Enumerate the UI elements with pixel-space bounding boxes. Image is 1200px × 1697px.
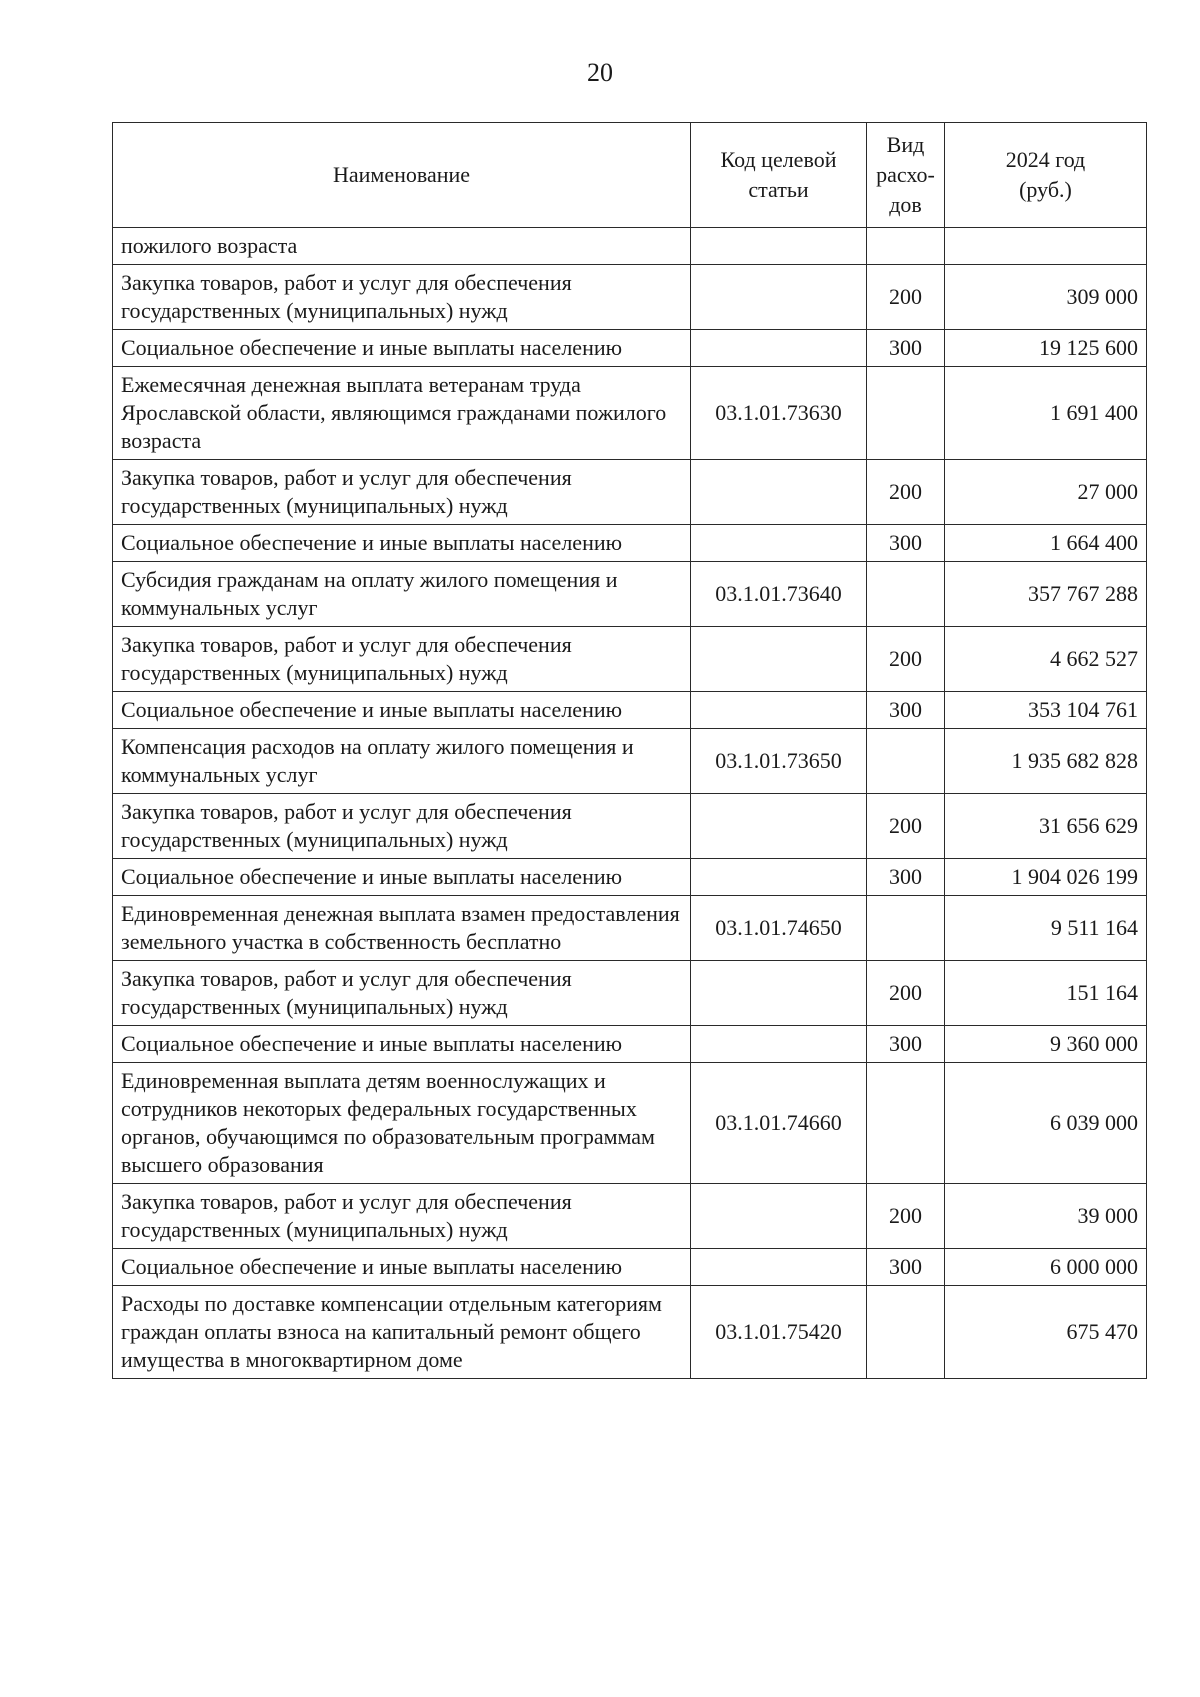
row-name-cell: Закупка товаров, работ и услуг для обеспечения государственных (муниципальных) нужд xyxy=(113,1184,691,1249)
row-kind-cell: 200 xyxy=(867,460,945,525)
row-name-cell: Закупка товаров, работ и услуг для обеспечения государственных (муниципальных) нужд xyxy=(113,961,691,1026)
row-kind-cell xyxy=(867,367,945,460)
row-amount-cell: 353 104 761 xyxy=(945,692,1147,729)
row-kind-cell: 200 xyxy=(867,961,945,1026)
table-header-row xyxy=(113,123,1147,228)
row-kind-cell xyxy=(867,562,945,627)
row-amount-cell: 27 000 xyxy=(945,460,1147,525)
row-code-cell xyxy=(691,627,867,692)
row-name-cell: Единовременная выплата детям военнослужащих и сотрудников некоторых федеральных государственных органов, обучающимся по образовательным программам высшего образования xyxy=(113,1063,691,1184)
row-name-cell: Социальное обеспечение и иные выплаты населению xyxy=(113,525,691,562)
row-amount-cell: 151 164 xyxy=(945,961,1147,1026)
row-name-cell: Закупка товаров, работ и услуг для обеспечения государственных (муниципальных) нужд xyxy=(113,460,691,525)
row-code-cell xyxy=(691,961,867,1026)
row-name-cell: Единовременная денежная выплата взамен предоставления земельного участка в собственность бесплатно xyxy=(113,896,691,961)
row-code-cell: 03.1.01.74650 xyxy=(691,896,867,961)
row-name-cell: Закупка товаров, работ и услуг для обеспечения государственных (муниципальных) нужд xyxy=(113,794,691,859)
row-kind-cell: 200 xyxy=(867,1184,945,1249)
table-row xyxy=(113,1026,1147,1063)
table-row xyxy=(113,692,1147,729)
table-row xyxy=(113,562,1147,627)
header-amount: 2024 год (руб.) xyxy=(945,123,1147,228)
row-code-cell xyxy=(691,1249,867,1286)
table-row xyxy=(113,729,1147,794)
row-code-cell xyxy=(691,460,867,525)
row-amount-cell: 31 656 629 xyxy=(945,794,1147,859)
header-kind: Вид расхо-дов xyxy=(867,123,945,228)
row-name-cell: Социальное обеспечение и иные выплаты населению xyxy=(113,692,691,729)
row-code-cell: 03.1.01.75420 xyxy=(691,1286,867,1379)
row-name-cell: Компенсация расходов на оплату жилого помещения и коммунальных услуг xyxy=(113,729,691,794)
table-body xyxy=(113,228,1147,1379)
row-name-cell: Социальное обеспечение и иные выплаты населению xyxy=(113,859,691,896)
row-amount-cell: 6 000 000 xyxy=(945,1249,1147,1286)
row-kind-cell: 200 xyxy=(867,265,945,330)
row-code-cell: 03.1.01.74660 xyxy=(691,1063,867,1184)
row-amount-cell: 1 664 400 xyxy=(945,525,1147,562)
row-amount-cell: 39 000 xyxy=(945,1184,1147,1249)
row-code-cell: 03.1.01.73650 xyxy=(691,729,867,794)
row-kind-cell: 200 xyxy=(867,794,945,859)
row-code-cell: 03.1.01.73640 xyxy=(691,562,867,627)
row-code-cell xyxy=(691,1026,867,1063)
table-row xyxy=(113,627,1147,692)
row-kind-cell xyxy=(867,729,945,794)
header-name: Наименование xyxy=(113,123,691,228)
row-code-cell xyxy=(691,692,867,729)
row-kind-cell: 200 xyxy=(867,627,945,692)
table-row xyxy=(113,1063,1147,1184)
table-row xyxy=(113,859,1147,896)
row-code-cell xyxy=(691,794,867,859)
row-amount-cell: 1 935 682 828 xyxy=(945,729,1147,794)
budget-table xyxy=(112,122,1147,1379)
table-row xyxy=(113,896,1147,961)
table-row xyxy=(113,1286,1147,1379)
table-row xyxy=(113,525,1147,562)
row-amount-cell: 9 360 000 xyxy=(945,1026,1147,1063)
row-amount-cell: 9 511 164 xyxy=(945,896,1147,961)
page-number: 20 xyxy=(587,58,613,87)
row-code-cell xyxy=(691,228,867,265)
row-kind-cell: 300 xyxy=(867,525,945,562)
row-name-cell: пожилого возраста xyxy=(113,228,691,265)
row-code-cell xyxy=(691,265,867,330)
table-row xyxy=(113,961,1147,1026)
row-kind-cell: 300 xyxy=(867,692,945,729)
row-kind-cell: 300 xyxy=(867,330,945,367)
table-row xyxy=(113,367,1147,460)
row-kind-cell: 300 xyxy=(867,1249,945,1286)
table-row xyxy=(113,794,1147,859)
row-name-cell: Ежемесячная денежная выплата ветеранам труда Ярославской области, являющимся гражданами пожилого возраста xyxy=(113,367,691,460)
row-code-cell xyxy=(691,525,867,562)
row-kind-cell: 300 xyxy=(867,859,945,896)
table-row xyxy=(113,1249,1147,1286)
row-name-cell: Закупка товаров, работ и услуг для обеспечения государственных (муниципальных) нужд xyxy=(113,627,691,692)
row-amount-cell: 4 662 527 xyxy=(945,627,1147,692)
row-code-cell xyxy=(691,1184,867,1249)
row-code-cell: 03.1.01.73630 xyxy=(691,367,867,460)
table-row xyxy=(113,228,1147,265)
row-code-cell xyxy=(691,859,867,896)
table-row xyxy=(113,460,1147,525)
row-amount-cell: 1 691 400 xyxy=(945,367,1147,460)
row-amount-cell: 19 125 600 xyxy=(945,330,1147,367)
table-row xyxy=(113,1184,1147,1249)
row-kind-cell xyxy=(867,228,945,265)
row-amount-cell: 675 470 xyxy=(945,1286,1147,1379)
table-row xyxy=(113,330,1147,367)
row-amount-cell xyxy=(945,228,1147,265)
row-name-cell: Закупка товаров, работ и услуг для обеспечения государственных (муниципальных) нужд xyxy=(113,265,691,330)
row-kind-cell xyxy=(867,1063,945,1184)
row-amount-cell: 6 039 000 xyxy=(945,1063,1147,1184)
row-amount-cell: 357 767 288 xyxy=(945,562,1147,627)
row-name-cell: Социальное обеспечение и иные выплаты населению xyxy=(113,330,691,367)
row-kind-cell xyxy=(867,1286,945,1379)
row-name-cell: Субсидия гражданам на оплату жилого помещения и коммунальных услуг xyxy=(113,562,691,627)
table-row xyxy=(113,265,1147,330)
row-kind-cell xyxy=(867,896,945,961)
row-code-cell xyxy=(691,330,867,367)
row-kind-cell: 300 xyxy=(867,1026,945,1063)
row-amount-cell: 309 000 xyxy=(945,265,1147,330)
row-name-cell: Социальное обеспечение и иные выплаты населению xyxy=(113,1026,691,1063)
row-name-cell: Расходы по доставке компенсации отдельным категориям граждан оплаты взноса на капитальный ремонт общего имущества в многоквартирном доме xyxy=(113,1286,691,1379)
row-name-cell: Социальное обеспечение и иные выплаты населению xyxy=(113,1249,691,1286)
header-code: Код целевой статьи xyxy=(691,123,867,228)
row-amount-cell: 1 904 026 199 xyxy=(945,859,1147,896)
